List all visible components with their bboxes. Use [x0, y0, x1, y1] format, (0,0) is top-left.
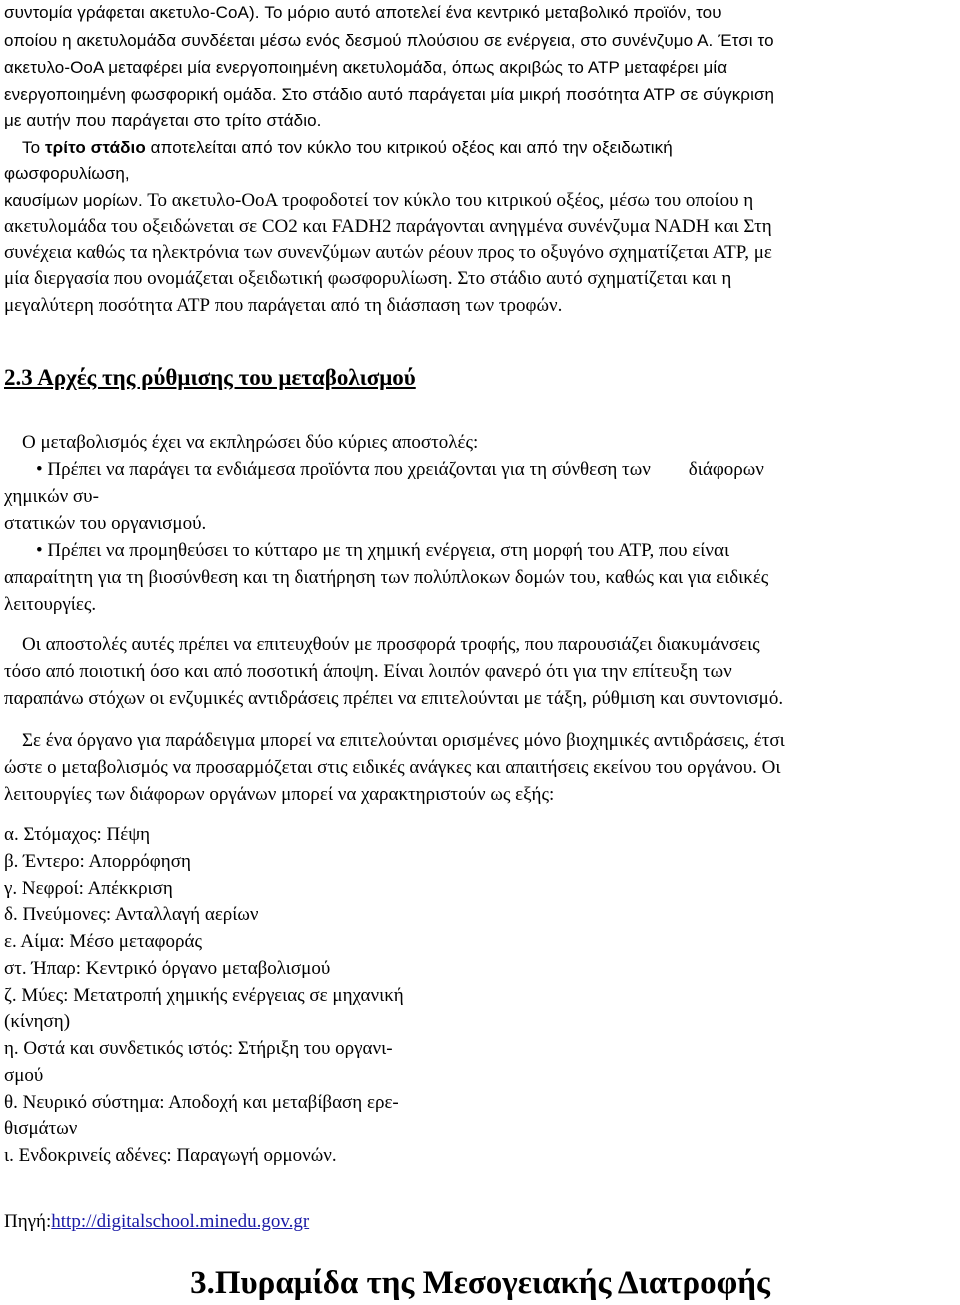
text-line: χημικών συ-: [4, 486, 99, 507]
text-fragment: καυσίμων μορίων.: [4, 191, 143, 210]
list-item: θ. Νευρικό σύστημα: Αποδοχή και μεταβίβαση ερε-: [4, 1092, 399, 1113]
bullet-line: [36, 457, 764, 483]
text-line: λειτουργίες.: [4, 594, 97, 615]
list-item: ι. Ενδοκρινείς αδένες: Παραγωγή ορμονών.: [4, 1145, 337, 1166]
text-line: ακετυλο-ΟοΑ μεταφέρει μία ενεργοποιημένη ακετυλομάδα, όπως ακριβώς το ΑΤΡ μεταφέρει μία: [4, 58, 728, 77]
text-fragment: • Πρέπει να παράγει τα ενδιάμεσα προϊόντα που χρειάζονται για τη σύνθεση των: [36, 459, 651, 480]
text-line: μεγαλύτερη ποσότητα ΑΤΡ που παράγεται από τη διάσπαση των τροφών.: [4, 295, 563, 316]
text-line: [22, 135, 673, 161]
list-item: στ. Ήπαρ: Κεντρικό όργανο μεταβολισμού: [4, 958, 331, 979]
text-line: ώστε ο μεταβολισμός να προσαρμόζεται στις ειδικές ανάγκες και απαιτήσεις εκείνου του οργάνου. Οι: [4, 757, 781, 778]
list-item: (κίνηση): [4, 1011, 71, 1032]
list-item: ζ. Μύες: Μετατροπή χημικής ενέργειας σε μηχανική: [4, 985, 404, 1006]
text-line: με αυτήν που παράγεται στο τρίτο στάδιο.: [4, 111, 322, 130]
list-item: η. Οστά και συνδετικός ιστός: Στήριξη του οργανι-: [4, 1038, 393, 1059]
list-item: β. Έντερο: Απορρόφηση: [4, 851, 191, 872]
list-item: γ. Νεφροί: Απέκκριση: [4, 878, 173, 899]
text-line: Οι αποστολές αυτές πρέπει να επιτευχθούν με προσφορά τροφής, που παρουσιάζει διακυμάνσεις: [22, 634, 760, 655]
text-line: συνέχεια καθώς τα ηλεκτρόνια των συνενζύμων αυτών ρέουν προς το οξυγόνο σχηματίζεται ΑΤΡ, με: [4, 242, 772, 263]
text-fragment: διάφορων: [688, 459, 764, 480]
text-line: [4, 188, 753, 214]
text-line: στατικών του οργανισμού.: [4, 513, 207, 534]
source-line: [4, 1209, 309, 1235]
section-heading: 2.3 Αρχές της ρύθμισης του μεταβολισμού: [4, 365, 416, 390]
text-line: ακετυλομάδα του οξειδώνεται σε CO2 και FADH2 παράγονται ανηγμένα συνένζυμα NADH και Στη: [4, 216, 772, 237]
text-line: παραπάνω στόχων οι ενζυμικές αντιδράσεις πρέπει να επιτελούνται με τάξη, ρύθμιση και συντονισμό.: [4, 688, 784, 709]
list-item: ε. Αίμα: Μέσο μεταφοράς: [4, 931, 202, 952]
text-fragment: αποτελείται από τον κύκλο του κιτρικού οξέος και από την οξειδωτική: [145, 138, 673, 157]
text-line: οποίου η ακετυλομάδα συνδέεται μέσω ενός δεσμού πλούσιου σε ενέργεια, στο συνένζυμο Α. Έτσι το: [4, 31, 774, 50]
list-item: θισμάτων: [4, 1118, 78, 1139]
text-line: Σε ένα όργανο για παράδειγμα μπορεί να επιτελούνται ορισμένες μόνο βιοχημικές αντιδράσεις, έτσι: [22, 730, 785, 751]
text-line: λειτουργίες των διάφορων οργάνων μπορεί να χαρακτηριστούν ως εξής:: [4, 784, 555, 805]
source-label: Πηγή:: [4, 1211, 52, 1232]
text-line: μία διεργασία που ονομάζεται οξειδωτική φωσφορυλίωση. Στο στάδιο αυτό σχηματίζεται και η: [4, 268, 732, 289]
text-fragment: Το: [22, 138, 45, 157]
text-fragment: Το ακετυλο-ΟοΑ τροφοδοτεί τον κύκλο του κιτρικού οξέος, μέσω του οποίου η: [142, 190, 754, 211]
chapter-heading: 3.Πυραμίδα της Μεσογειακής Διατροφής: [190, 1265, 770, 1301]
list-item: σμού: [4, 1065, 44, 1086]
text-line: τόσο από ποιοτική όσο και από ποσοτική άποψη. Είναι λοιπόν φανερό ότι για την επίτευξη των: [4, 661, 732, 682]
text-line: απαραίτητη για τη βιοσύνθεση και τη διατήρηση των πολύπλοκων δομών του, καθώς και για ειδικές: [4, 567, 769, 588]
emphasis-third-stage: τρίτο στάδιο: [45, 138, 146, 157]
text-line: φωσφορυλίωση,: [4, 164, 130, 183]
source-link[interactable]: http://digitalschool.minedu.gov.gr: [51, 1211, 310, 1232]
list-item: δ. Πνεύμονες: Ανταλλαγή αερίων: [4, 904, 259, 925]
text-line: συντομία γράφεται ακετυλο-CoA). Το μόριο αυτό αποτελεί ένα κεντρικό μεταβολικό προϊόν, του: [4, 3, 722, 22]
list-item: α. Στόμαχος: Πέψη: [4, 824, 151, 845]
text-line: ενεργοποιημένη φωσφορική ομάδα. Στο στάδιο αυτό παράγεται μία μικρή ποσότητα ΑΤΡ σε σύγκριση: [4, 85, 775, 104]
text-line: Ο μεταβολισμός έχει να εκπληρώσει δύο κύριες αποστολές:: [22, 432, 479, 453]
bullet-line: • Πρέπει να προμηθεύσει το κύτταρο με τη χημική ενέργεια, στη μορφή του ΑΤΡ, που είναι: [36, 540, 730, 561]
